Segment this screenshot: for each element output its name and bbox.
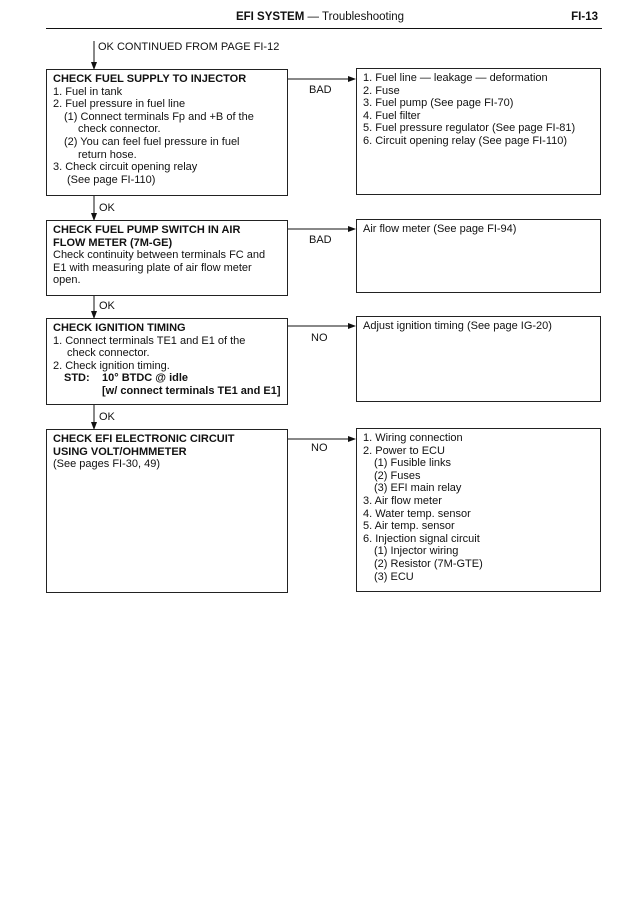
branch-label: NO [311, 332, 328, 344]
step-line: check connector. [67, 347, 150, 360]
step-line: (2) You can feel fuel pressure in fuel [64, 135, 240, 148]
result-line: 1. Fuel line — leakage — deformation [363, 72, 548, 84]
result-line: 6. Injection signal circuit [363, 532, 480, 545]
result-line: (2) Resistor (7M-GTE) [374, 557, 483, 570]
result-line: (2) Fuses [374, 469, 421, 482]
ok-label: OK [99, 202, 115, 214]
result-line: 5. Air temp. sensor [363, 520, 455, 533]
result-line: 1. Wiring connection [363, 432, 463, 444]
step-line: (See page FI-110) [67, 173, 156, 186]
std-spec [53, 372, 281, 385]
step-line: check connector. [78, 123, 161, 136]
result-line: (1) Fusible links [374, 457, 452, 470]
step-title: CHECK EFI ELECTRONIC CIRCUIT [53, 433, 235, 445]
step-line: return hose. [78, 148, 137, 161]
result-line: (1) Injector wiring [374, 545, 459, 558]
result-line: 6. Circuit opening relay (See page FI-110) [363, 134, 568, 147]
step-line: (1) Connect terminals Fp and +B of the [64, 110, 254, 123]
step-box-fuel-supply [46, 69, 288, 196]
branch-label: NO [311, 442, 328, 454]
step-title: CHECK IGNITION TIMING [53, 322, 186, 334]
step-line: 3. Check circuit opening relay [53, 161, 198, 174]
step-title: USING VOLT/OHMMETER [53, 445, 187, 458]
result-line: 4. Water temp. sensor [363, 507, 471, 520]
std-value: 10° BTDC @ idle [102, 372, 189, 385]
result-line: 4. Fuel filter [363, 109, 421, 122]
result-box-fuel-supply [356, 68, 601, 195]
result-line: (3) EFI main relay [374, 482, 462, 495]
step-line: open. [53, 274, 81, 287]
continued-label: OK CONTINUED FROM PAGE FI-12 [98, 41, 280, 53]
header-system: EFI SYSTEM [235, 11, 305, 23]
header-section: Troubleshooting [322, 11, 405, 23]
result-box-efi-circuit [356, 428, 601, 592]
result-line: (3) ECU [374, 570, 414, 583]
result-line: 3. Air flow meter [363, 494, 442, 507]
result-line: 2. Fuse [363, 84, 400, 97]
step-box-efi-circuit [46, 429, 288, 593]
page-number: FI-13 [571, 11, 598, 23]
std-label: STD: [64, 372, 90, 385]
step-line: (See pages FI-30, 49) [53, 458, 161, 471]
ok-label: OK [99, 411, 115, 423]
step-title: CHECK FUEL PUMP SWITCH IN AIR [53, 224, 241, 236]
header-separator: — [307, 11, 320, 23]
result-box-fuel-pump-switch [356, 219, 601, 293]
result-box-ignition-timing [356, 316, 601, 402]
result-line: Air flow meter (See page FI-94) [363, 223, 517, 235]
std-note: [w/ connect terminals TE1 and E1] [102, 384, 281, 397]
step-line: Check continuity between terminals FC and [53, 249, 266, 262]
step-line: 2. Check ignition timing. [53, 359, 170, 372]
branch-label: BAD [309, 84, 332, 96]
step-title: FLOW METER (7M-GE) [53, 236, 173, 249]
result-line: 3. Fuel pump (See page FI-70) [363, 97, 514, 110]
step-line: 1. Connect terminals TE1 and E1 of the [53, 334, 246, 347]
result-line: 5. Fuel pressure regulator (See page FI-81) [363, 122, 576, 135]
step-line: 1. Fuel in tank [53, 85, 123, 98]
step-box-ignition-timing [46, 318, 288, 405]
step-box-fuel-pump-switch [46, 220, 288, 296]
branch-label: BAD [309, 234, 332, 246]
step-line: E1 with measuring plate of air flow meter [53, 261, 252, 274]
step-title: CHECK FUEL SUPPLY TO INJECTOR [53, 73, 247, 85]
result-line: Adjust ignition timing (See page IG-20) [363, 320, 552, 332]
ok-label: OK [99, 300, 115, 312]
step-line: 2. Fuel pressure in fuel line [53, 98, 186, 111]
result-line: 2. Power to ECU [363, 444, 445, 457]
